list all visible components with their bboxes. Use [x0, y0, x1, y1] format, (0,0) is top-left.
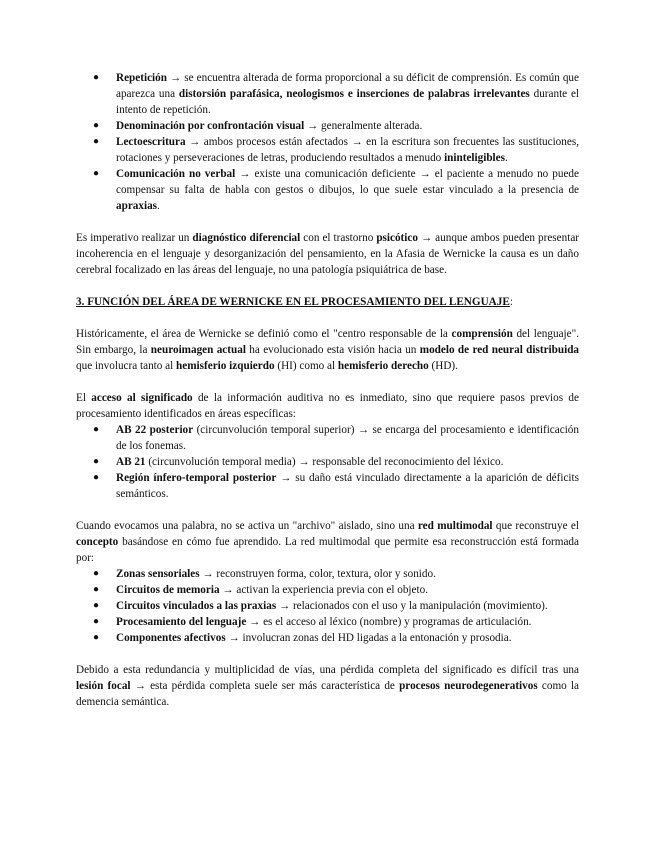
list-item: ● Comunicación no verbal → existe una comunicación deficiente → el paciente a menudo no puede compensar su falta de habla con gestos o dibujos, lo que suele estar vinculado a la presencia de apraxias.: [93, 168, 579, 212]
paragraph-differential-diagnosis: Es imperativo realizar un diagnóstico diferencial con el trastorno psicótico → aunque ambos pueden presentar incoherencia en el lenguaje y desorganización del pensamiento, en la Afasia de Wernicke la causa es un daño cerebral focalizado en las áreas del lenguaje, no una patología psiquiátrica de base.: [76, 232, 580, 276]
list-item: ● Denominación por confrontación visual → generalmente alterada.: [93, 120, 423, 132]
bullet-icon: ●: [93, 136, 100, 147]
symptom-list: [76, 70, 579, 214]
bullet-icon: ●: [93, 424, 100, 435]
list-item: ● Circuitos de memoria → activan la experiencia previa con el objeto.: [93, 584, 429, 596]
network-components-list: [76, 566, 579, 646]
bullet-icon: ●: [93, 600, 100, 611]
bullet-icon: ●: [93, 168, 100, 179]
section-heading: 3. FUNCIÓN DEL ÁREA DE WERNICKE EN EL PROCESAMIENTO DEL LENGUAJE:: [76, 296, 513, 308]
paragraph-history: Históricamente, el área de Wernicke se definió como el "centro responsable de la comprensión del lenguaje". Sin embargo, la neuroimagen actual ha evolucionado esta visión hacia un modelo de red neural distribuida que involucra tanto al hemisferio izquierdo (HI) como al hemisferio derecho (HD).: [76, 328, 580, 372]
list-item: ● Lectoescritura → ambos procesos están afectados → en la escritura son frecuentes las sustituciones, rotaciones y perseveraciones de letras, produciendo resultados a menudo ininteligibles.: [93, 136, 579, 164]
list-item: ● Circuitos vinculados a las praxias → relacionados con el uso y la manipulación (movimiento).: [93, 600, 548, 612]
bullet-icon: ●: [93, 72, 100, 83]
list-item: ● AB 21 (circunvolución temporal media) → responsable del reconocimiento del léxico.: [93, 456, 504, 468]
bullet-icon: ●: [93, 616, 100, 627]
bullet-icon: ●: [93, 472, 100, 483]
list-item: ● Repetición → se encuentra alterada de forma proporcional a su déficit de comprensión. Es común que aparezca una distorsión parafásica, neologismos e inserciones de palabras irrelevantes durante el intento de repetición.: [93, 72, 580, 116]
bullet-icon: ●: [93, 456, 100, 467]
list-item: ● Procesamiento del lenguaje → es el acceso al léxico (nombre) y programas de articulación.: [93, 616, 532, 628]
paragraph-conclusion: Debido a esta redundancia y multiplicidad de vías, una pérdida completa del significado es difícil tras una lesión focal → esta pérdida completa suele ser más característica de procesos neurodegenerativos como la demencia semántica.: [76, 664, 580, 708]
bullet-icon: ●: [93, 568, 100, 579]
paragraph-multimodal-network: Cuando evocamos una palabra, no se activa un "archivo" aislado, sino una red multimodal que reconstruye el concepto basándose en cómo fue aprendido. La red multimodal que permite esa reconstrucción está formada por:: [76, 520, 579, 564]
area-list: [76, 422, 579, 502]
list-item: ● AB 22 posterior (circunvolución temporal superior) → se encarga del procesamiento e identificación de los fonemas.: [93, 424, 579, 452]
bullet-icon: ●: [93, 632, 100, 643]
list-item: ● Zonas sensoriales → reconstruyen forma, color, textura, olor y sonido.: [93, 568, 436, 580]
list-item: ● Región ínfero-temporal posterior → su daño está vinculado directamente a la aparición de déficits semánticos.: [93, 472, 579, 500]
list-item: ● Componentes afectivos → involucran zonas del HD ligadas a la entonación y prosodia.: [93, 632, 512, 644]
bullet-icon: ●: [93, 584, 100, 595]
paragraph-meaning-access: El acceso al significado de la información auditiva no es inmediato, sino que requiere pasos previos de procesamiento identificados en áreas específicas:: [76, 392, 579, 420]
document-page: [76, 70, 579, 710]
bullet-icon: ●: [93, 120, 100, 131]
